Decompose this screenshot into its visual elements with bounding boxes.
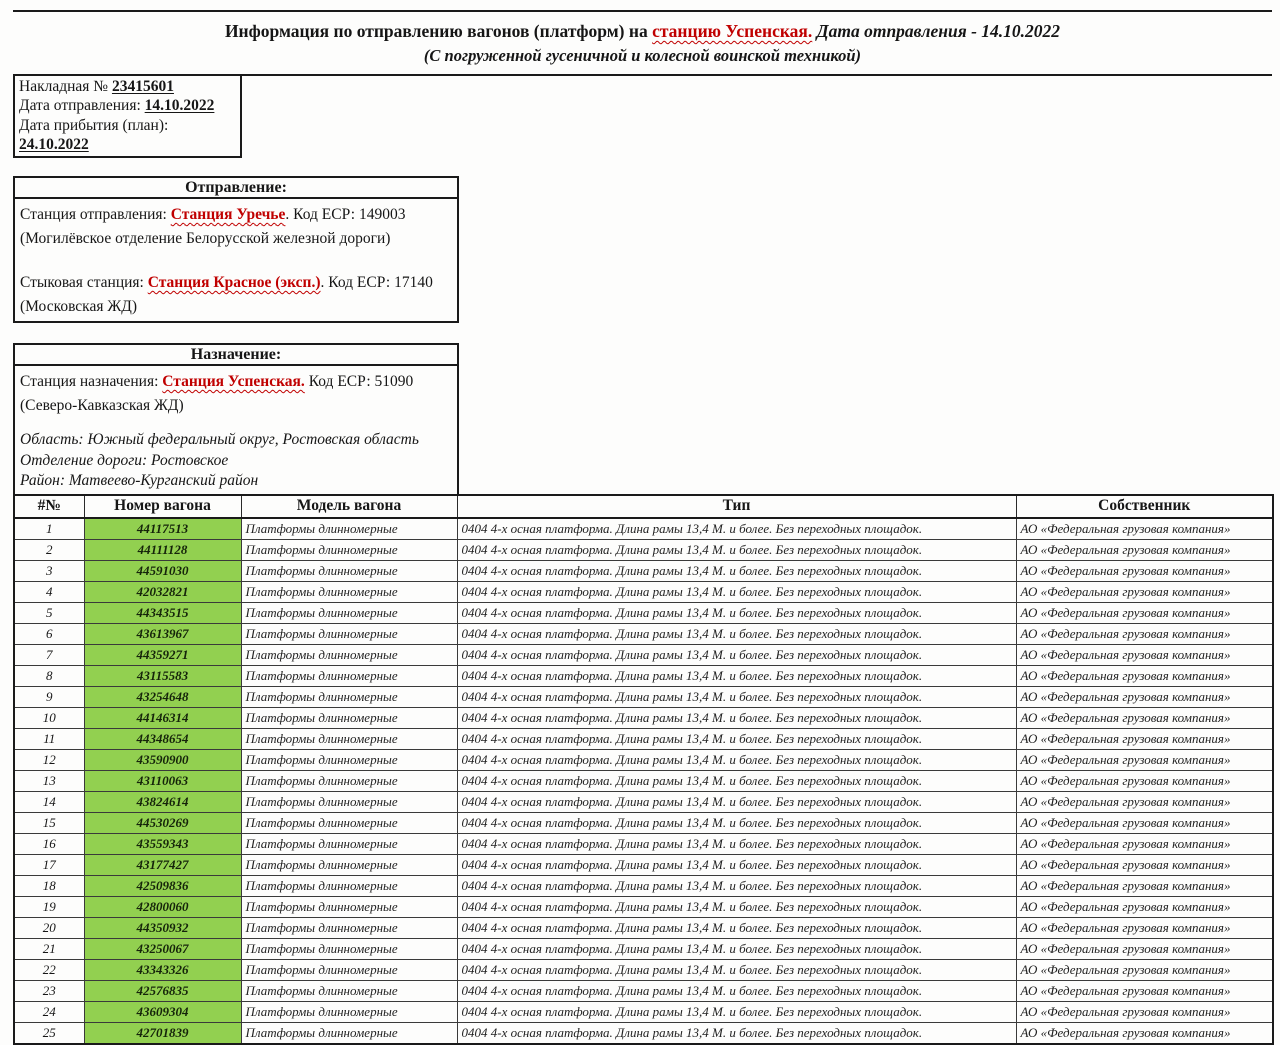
- wagon-owner: АО «Федеральная грузовая компания»: [1016, 560, 1273, 581]
- wagon-owner: АО «Федеральная грузовая компания»: [1016, 749, 1273, 770]
- row-index: 21: [14, 938, 84, 959]
- wagon-model: Платформы длинномерные: [241, 602, 457, 623]
- destination-region: Область: Южный федеральный округ, Ростовская область: [20, 431, 419, 449]
- row-index: 13: [14, 770, 84, 791]
- wagon-owner: АО «Федеральная грузовая компания»: [1016, 770, 1273, 791]
- waybill-departure-label: Дата отправления:: [19, 97, 145, 115]
- wagon-model: Платформы длинномерные: [241, 518, 457, 540]
- table-row: [14, 896, 1273, 917]
- wagon-owner: АО «Федеральная грузовая компания»: [1016, 623, 1273, 644]
- row-index: 5: [14, 602, 84, 623]
- table-row: [14, 560, 1273, 581]
- waybill-arrival-label: Дата прибытия (план):: [19, 116, 169, 134]
- row-index: 8: [14, 665, 84, 686]
- wagon-model: Платформы длинномерные: [241, 581, 457, 602]
- wagon-owner: АО «Федеральная грузовая компания»: [1016, 938, 1273, 959]
- junction-station-link[interactable]: Станция Красное (эксп.): [147, 274, 321, 292]
- table-row: [14, 581, 1273, 602]
- table-row: [14, 938, 1273, 959]
- document-header: [13, 12, 1272, 76]
- waybill-box: [13, 76, 242, 158]
- destination-box: [13, 343, 459, 494]
- wagon-model: Платформы длинномерные: [241, 686, 457, 707]
- waybill-number-label: Накладная №: [19, 78, 112, 95]
- wagon-type: 0404 4-х осная платформа. Длина рамы 13,4 М. и более. Без переходных площадок.: [457, 980, 1016, 1001]
- wagon-owner: АО «Федеральная грузовая компания»: [1016, 980, 1273, 1001]
- row-index: 3: [14, 560, 84, 581]
- departure-box-header: Отправление:: [15, 178, 457, 199]
- wagon-type: 0404 4-х осная платформа. Длина рамы 13,4 М. и более. Без переходных площадок.: [457, 959, 1016, 980]
- wagon-number: 43250067: [84, 938, 241, 959]
- wagon-type: 0404 4-х осная платформа. Длина рамы 13,4 М. и более. Без переходных площадок.: [457, 749, 1016, 770]
- wagon-type: 0404 4-х осная платформа. Длина рамы 13,4 М. и более. Без переходных площадок.: [457, 539, 1016, 560]
- wagon-model: Платформы длинномерные: [241, 980, 457, 1001]
- wagon-number: 42701839: [84, 1022, 241, 1044]
- wagon-type: 0404 4-х осная платформа. Длина рамы 13,4 М. и более. Без переходных площадок.: [457, 728, 1016, 749]
- table-row: [14, 518, 1273, 540]
- wagon-type: 0404 4-х осная платформа. Длина рамы 13,4 М. и более. Без переходных площадок.: [457, 791, 1016, 812]
- wagon-model: Платформы длинномерные: [241, 539, 457, 560]
- title-station-link[interactable]: станцию Успенская.: [652, 21, 813, 41]
- wagon-number: 42800060: [84, 896, 241, 917]
- junction-station-label: Стыковая станция:: [20, 274, 148, 292]
- table-row: [14, 875, 1273, 896]
- wagon-type: 0404 4-х осная платформа. Длина рамы 13,4 М. и более. Без переходных площадок.: [457, 938, 1016, 959]
- row-index: 22: [14, 959, 84, 980]
- wagon-model: Платформы длинномерные: [241, 644, 457, 665]
- wagon-model: Платформы длинномерные: [241, 833, 457, 854]
- table-row: [14, 833, 1273, 854]
- wagon-number: 43590900: [84, 749, 241, 770]
- row-index: 6: [14, 623, 84, 644]
- wagon-owner: АО «Федеральная грузовая компания»: [1016, 707, 1273, 728]
- table-row: [14, 707, 1273, 728]
- wagon-model: Платформы длинномерные: [241, 812, 457, 833]
- wagon-type: 0404 4-х осная платформа. Длина рамы 13,4 М. и более. Без переходных площадок.: [457, 665, 1016, 686]
- wagon-model: Платформы длинномерные: [241, 1001, 457, 1022]
- row-index: 14: [14, 791, 84, 812]
- wagon-model: Платформы длинномерные: [241, 623, 457, 644]
- row-index: 18: [14, 875, 84, 896]
- waybill-arrival-value: 24.10.2022: [19, 135, 89, 153]
- title-date-part: Дата отправления - 14.10.2022: [812, 21, 1061, 41]
- wagon-number: 44350932: [84, 917, 241, 938]
- header-index: #№: [14, 495, 84, 518]
- wagon-type: 0404 4-х осная платформа. Длина рамы 13,4 М. и более. Без переходных площадок.: [457, 581, 1016, 602]
- wagon-owner: АО «Федеральная грузовая компания»: [1016, 812, 1273, 833]
- destination-station-line: [20, 370, 452, 394]
- departure-station-link[interactable]: Станция Уречье: [170, 206, 286, 224]
- wagon-number: 42509836: [84, 875, 241, 896]
- wagon-number: 43115583: [84, 665, 241, 686]
- waybill-departure-line: [19, 96, 236, 115]
- row-index: 20: [14, 917, 84, 938]
- wagon-type: 0404 4-х осная платформа. Длина рамы 13,4 М. и более. Без переходных площадок.: [457, 896, 1016, 917]
- wagon-owner: АО «Федеральная грузовая компания»: [1016, 581, 1273, 602]
- wagon-owner: АО «Федеральная грузовая компания»: [1016, 854, 1273, 875]
- wagon-owner: АО «Федеральная грузовая компания»: [1016, 896, 1273, 917]
- wagon-model: Платформы длинномерные: [241, 749, 457, 770]
- junction-station-code: . Код ЕСР: 17140: [320, 274, 433, 292]
- table-row: [14, 917, 1273, 938]
- destination-division: Отделение дороги: Ростовское: [20, 451, 229, 469]
- junction-station-note: (Московская ЖД): [20, 298, 137, 316]
- wagon-owner: АО «Федеральная грузовая компания»: [1016, 1001, 1273, 1022]
- table-row: [14, 728, 1273, 749]
- wagon-type: 0404 4-х осная платформа. Длина рамы 13,4 М. и более. Без переходных площадок.: [457, 623, 1016, 644]
- wagon-number: 43613967: [84, 623, 241, 644]
- wagon-number: 43559343: [84, 833, 241, 854]
- wagon-number: 43824614: [84, 791, 241, 812]
- wagon-model: Платформы длинномерные: [241, 938, 457, 959]
- wagon-number: 44359271: [84, 644, 241, 665]
- table-row: [14, 812, 1273, 833]
- table-row: [14, 959, 1273, 980]
- wagon-number: 44111128: [84, 539, 241, 560]
- destination-box-header: Назначение:: [15, 345, 457, 366]
- wagon-model: Платформы длинномерные: [241, 770, 457, 791]
- destination-station-link[interactable]: Станция Успенская.: [162, 373, 305, 391]
- wagon-owner: АО «Федеральная грузовая компания»: [1016, 602, 1273, 623]
- wagon-type: 0404 4-х осная платформа. Длина рамы 13,4 М. и более. Без переходных площадок.: [457, 854, 1016, 875]
- wagon-type: 0404 4-х осная платформа. Длина рамы 13,4 М. и более. Без переходных площадок.: [457, 602, 1016, 623]
- wagon-number: 44343515: [84, 602, 241, 623]
- wagon-number: 44348654: [84, 728, 241, 749]
- row-index: 4: [14, 581, 84, 602]
- wagon-type: 0404 4-х осная платформа. Длина рамы 13,4 М. и более. Без переходных площадок.: [457, 1022, 1016, 1044]
- wagon-type: 0404 4-х осная платформа. Длина рамы 13,4 М. и более. Без переходных площадок.: [457, 833, 1016, 854]
- wagon-owner: АО «Федеральная грузовая компания»: [1016, 1022, 1273, 1044]
- wagon-number: 44117513: [84, 518, 241, 540]
- wagon-owner: АО «Федеральная грузовая компания»: [1016, 665, 1273, 686]
- destination-station-note: (Северо-Кавказская ЖД): [20, 397, 184, 415]
- row-index: 7: [14, 644, 84, 665]
- wagon-owner: АО «Федеральная грузовая компания»: [1016, 833, 1273, 854]
- wagon-owner: АО «Федеральная грузовая компания»: [1016, 917, 1273, 938]
- wagon-model: Платформы длинномерные: [241, 707, 457, 728]
- departure-station-label: Станция отправления:: [20, 206, 171, 224]
- wagon-type: 0404 4-х осная платформа. Длина рамы 13,4 М. и более. Без переходных площадок.: [457, 875, 1016, 896]
- wagon-owner: АО «Федеральная грузовая компания»: [1016, 791, 1273, 812]
- row-index: 11: [14, 728, 84, 749]
- table-row: [14, 1022, 1273, 1044]
- wagon-model: Платформы длинномерные: [241, 959, 457, 980]
- table-row: [14, 686, 1273, 707]
- row-index: 15: [14, 812, 84, 833]
- wagon-number: 44530269: [84, 812, 241, 833]
- wagon-number: 43177427: [84, 854, 241, 875]
- table-row: [14, 749, 1273, 770]
- wagon-model: Платформы длинномерные: [241, 728, 457, 749]
- wagon-type: 0404 4-х осная платформа. Длина рамы 13,4 М. и более. Без переходных площадок.: [457, 686, 1016, 707]
- table-row: [14, 602, 1273, 623]
- wagon-type: 0404 4-х осная платформа. Длина рамы 13,4 М. и более. Без переходных площадок.: [457, 560, 1016, 581]
- wagon-number: 43343326: [84, 959, 241, 980]
- table-row: [14, 539, 1273, 560]
- wagon-owner: АО «Федеральная грузовая компания»: [1016, 959, 1273, 980]
- row-index: 23: [14, 980, 84, 1001]
- departure-station-line: [20, 203, 452, 227]
- header-owner: Собственник: [1016, 495, 1273, 518]
- wagon-number: 44591030: [84, 560, 241, 581]
- departure-box: [13, 176, 459, 323]
- table-row: [14, 623, 1273, 644]
- row-index: 24: [14, 1001, 84, 1022]
- wagon-number: 42032821: [84, 581, 241, 602]
- row-index: 10: [14, 707, 84, 728]
- wagon-type: 0404 4-х осная платформа. Длина рамы 13,4 М. и более. Без переходных площадок.: [457, 518, 1016, 540]
- row-index: 9: [14, 686, 84, 707]
- wagon-model: Платформы длинномерные: [241, 917, 457, 938]
- destination-station-label: Станция назначения:: [20, 373, 163, 391]
- table-row: [14, 770, 1273, 791]
- row-index: 12: [14, 749, 84, 770]
- wagon-number: 43110063: [84, 770, 241, 791]
- wagon-model: Платформы длинномерные: [241, 560, 457, 581]
- wagon-owner: АО «Федеральная грузовая компания»: [1016, 644, 1273, 665]
- departure-station-code: . Код ЕСР: 149003: [285, 206, 406, 224]
- wagon-model: Платформы длинномерные: [241, 665, 457, 686]
- junction-station-line: [20, 271, 452, 295]
- table-header-row: [14, 495, 1273, 518]
- wagon-type: 0404 4-х осная платформа. Длина рамы 13,4 М. и более. Без переходных площадок.: [457, 770, 1016, 791]
- destination-station-code: Код ЕСР: 51090: [304, 373, 414, 391]
- wagon-number: 42576835: [84, 980, 241, 1001]
- wagon-number: 44146314: [84, 707, 241, 728]
- wagon-model: Платформы длинномерные: [241, 1022, 457, 1044]
- wagon-model: Платформы длинномерные: [241, 896, 457, 917]
- table-row: [14, 980, 1273, 1001]
- waybill-arrival-line: [19, 116, 236, 155]
- page-subtitle: (С погруженной гусеничной и колесной воинской техникой): [423, 46, 862, 65]
- table-row: [14, 854, 1273, 875]
- wagon-owner: АО «Федеральная грузовая компания»: [1016, 875, 1273, 896]
- row-index: 1: [14, 518, 84, 540]
- table-row: [14, 791, 1273, 812]
- wagon-type: 0404 4-х осная платформа. Длина рамы 13,4 М. и более. Без переходных площадок.: [457, 812, 1016, 833]
- row-index: 17: [14, 854, 84, 875]
- table-row: [14, 644, 1273, 665]
- wagon-model: Платформы длинномерные: [241, 875, 457, 896]
- table-row: [14, 665, 1273, 686]
- header-wagon-type: Тип: [457, 495, 1016, 518]
- waybill-departure-value: 14.10.2022: [144, 97, 215, 115]
- wagon-owner: АО «Федеральная грузовая компания»: [1016, 686, 1273, 707]
- wagon-number: 43609304: [84, 1001, 241, 1022]
- wagon-owner: АО «Федеральная грузовая компания»: [1016, 518, 1273, 540]
- wagon-owner: АО «Федеральная грузовая компания»: [1016, 728, 1273, 749]
- wagon-type: 0404 4-х осная платформа. Длина рамы 13,4 М. и более. Без переходных площадок.: [457, 1001, 1016, 1022]
- wagon-type: 0404 4-х осная платформа. Длина рамы 13,4 М. и более. Без переходных площадок.: [457, 917, 1016, 938]
- row-index: 16: [14, 833, 84, 854]
- row-index: 25: [14, 1022, 84, 1044]
- wagon-number: 43254648: [84, 686, 241, 707]
- wagon-model: Платформы длинномерные: [241, 791, 457, 812]
- wagon-model: Платформы длинномерные: [241, 854, 457, 875]
- destination-district: Район: Матвеево-Курганский район: [20, 472, 259, 490]
- wagon-owner: АО «Федеральная грузовая компания»: [1016, 539, 1273, 560]
- waybill-number-line: [19, 77, 236, 96]
- row-index: 2: [14, 539, 84, 560]
- header-wagon-model: Модель вагона: [241, 495, 457, 518]
- header-wagon-number: Номер вагона: [84, 495, 241, 518]
- page-title: [13, 19, 1272, 44]
- wagon-type: 0404 4-х осная платформа. Длина рамы 13,4 М. и более. Без переходных площадок.: [457, 644, 1016, 665]
- wagons-table: [13, 494, 1274, 1045]
- waybill-number-value: 23415601: [111, 78, 174, 95]
- row-index: 19: [14, 896, 84, 917]
- wagon-type: 0404 4-х осная платформа. Длина рамы 13,4 М. и более. Без переходных площадок.: [457, 707, 1016, 728]
- table-row: [14, 1001, 1273, 1022]
- departure-station-note: (Могилёвское отделение Белорусской железной дороги): [20, 230, 391, 248]
- title-prefix: Информация по отправлению вагонов (платформ) на: [224, 21, 653, 41]
